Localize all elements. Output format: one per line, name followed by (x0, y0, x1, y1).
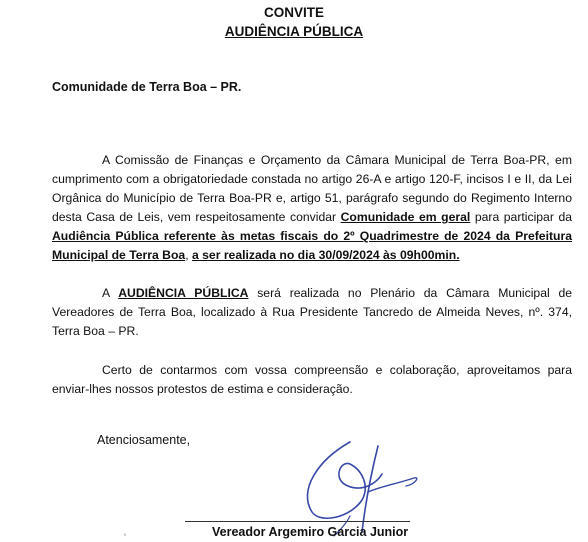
document-title: CONVITE (263, 5, 324, 20)
p2-text-1: A (102, 286, 119, 300)
closing: Atenciosamente, (97, 433, 191, 447)
handwritten-signature (200, 420, 440, 540)
p1-bold-date: a ser realizada no dia 30/09/2024 às 09h00min. (191, 248, 460, 262)
p1-bold-community: Comunidade em geral (340, 210, 471, 224)
p3-text: Certo de contarmos com vossa compreensão e colaboração, aproveitamos para enviar-lhes nossos protestos de estima e consideração. (52, 363, 572, 396)
paragraph-location (52, 284, 572, 341)
paragraph-regards (52, 361, 572, 399)
document-header (0, 3, 588, 41)
p1-text-1: A Comissão de Finanças e Orçamento da Câmara Municipal de Terra Boa-PR, em cumprimento com a obrigatoriedade constada no artigo 26-A e artigo 120-F, incisos I e II, da Lei Orgânica do Município de Terra Boa-PR e, artigo 51, parágrafo segundo do Regimento Interno desta Casa de Leis, vem respeitosamente convidar (52, 153, 572, 224)
signature-line (185, 521, 410, 522)
document-subtitle: AUDIÊNCIA PÚBLICA (224, 24, 364, 39)
p2-text-2: será realizada no Plenário da Câmara Municipal de Vereadores de Terra Boa, localizado à Rua Presidente Tancredo de Almeida Neves, nº. 374, Terra Boa – PR. (52, 286, 573, 338)
paragraph-invitation (52, 151, 572, 265)
p1-text-2: para participar da (470, 210, 573, 224)
p1-bold-topic: Audiência Pública referente às metas fiscais do 2º Quadrimestre de 2024 da Prefeitura Municipal de Terra Boa (52, 229, 572, 262)
greeting: Comunidade de Terra Boa – PR. (52, 80, 242, 94)
p1-text-3: , (185, 248, 192, 262)
p2-bold-audiencia: AUDIÊNCIA PÚBLICA (118, 286, 249, 300)
signer-name: Vereador Argemiro Garcia Junior (212, 525, 409, 539)
stray-mark: ‘ (124, 532, 126, 542)
